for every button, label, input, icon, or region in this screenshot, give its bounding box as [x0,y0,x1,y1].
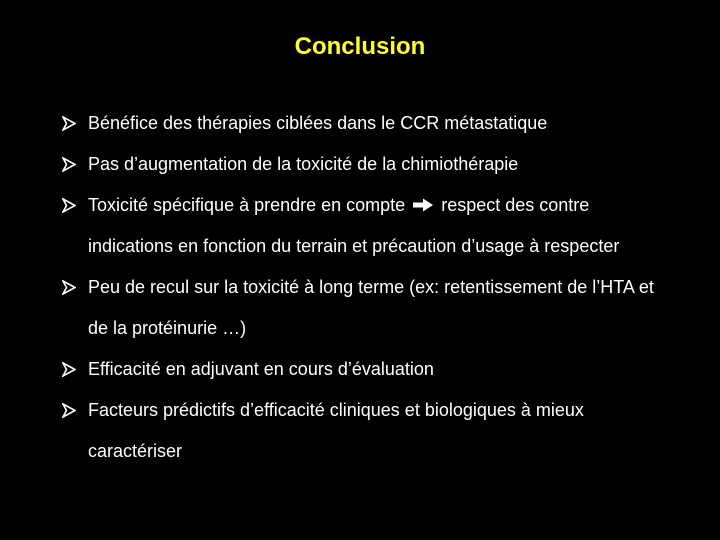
arrowhead-bullet-icon [62,103,80,144]
bullet-item [62,349,662,390]
arrowhead-bullet-icon [62,349,80,390]
arrowhead-bullet-icon [62,185,80,226]
bullet-list [62,103,662,472]
bullet-text: Peu de recul sur la toxicité à long terme (ex: retentissement de l’HTA et de la protéinurie …) [88,277,654,338]
bullet-item [62,144,662,185]
arrowhead-bullet-icon [62,144,80,185]
bullet-item [62,185,662,267]
slide-title: Conclusion [294,33,426,60]
bullet-item [62,267,662,349]
right-arrow-icon [412,186,434,200]
bullet-item [62,103,662,144]
arrowhead-bullet-icon [62,390,80,431]
bullet-text: Bénéfice des thérapies ciblées dans le CCR métastatique [88,113,548,133]
bullet-text-before: Toxicité spécifique à prendre en compte [88,195,406,215]
bullet-text: Pas d’augmentation de la toxicité de la chimiothérapie [88,154,519,174]
bullet-text-after: respect des contre indications en fonction du terrain et précaution d’usage à respecter [88,195,620,256]
bullet-text: Facteurs prédictifs d’efficacité cliniques et biologiques à mieux caractériser [88,400,584,461]
arrowhead-bullet-icon [62,267,80,308]
bullet-item [62,390,662,472]
bullet-text: Efficacité en adjuvant en cours d’évaluation [88,359,434,379]
